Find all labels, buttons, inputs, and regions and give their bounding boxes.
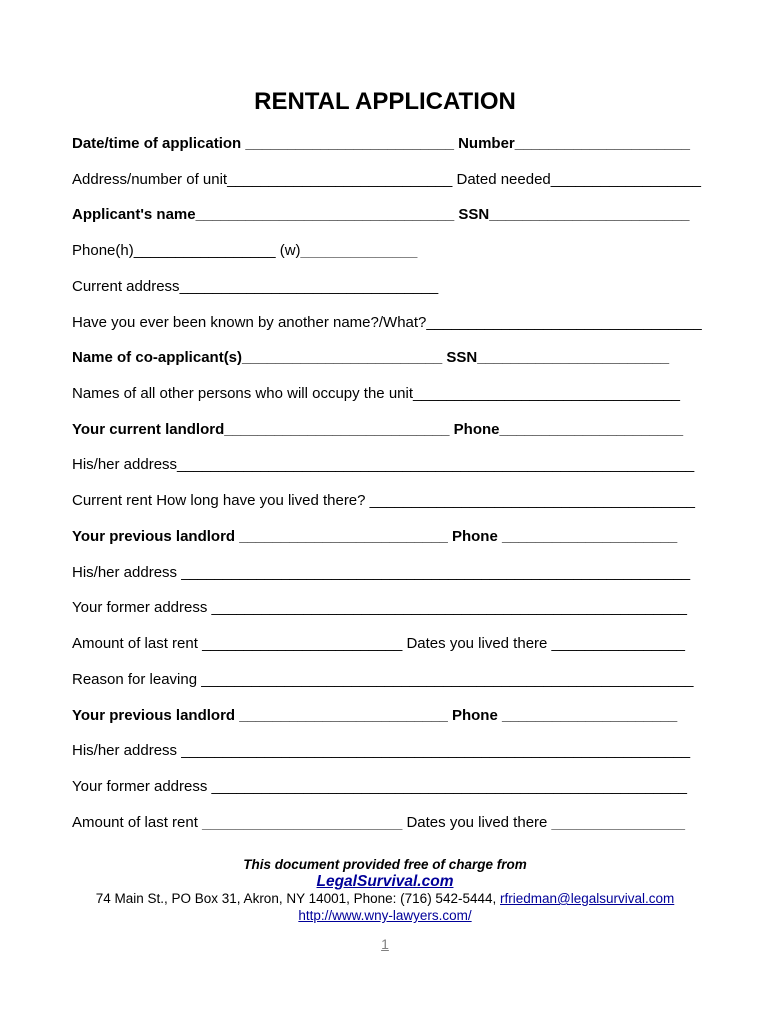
field-label: Date/time of application [72,135,246,152]
fill-in-line: ___________________________ [224,420,450,438]
fill-in-line: _______________________________ [195,206,455,224]
footer-address-line [0,890,770,907]
form-row [72,597,730,633]
fill-in-line: ___________________________ [227,170,453,188]
fill-in-line: __________________ [550,170,701,188]
field-label: Your former address [72,599,212,617]
form-rows [72,133,730,847]
footer-url-line [0,907,770,924]
fill-in-line: ________________________ [202,635,403,653]
form-row [72,669,730,705]
form-row [72,276,730,312]
email-link[interactable]: rfriedman@legalsurvival.com [500,891,675,906]
form-row [72,812,730,848]
field-label: His/her address [72,563,182,581]
website-link[interactable]: http://www.wny-lawyers.com/ [298,908,472,923]
form-row [72,454,730,490]
form-row [72,347,730,383]
field-label: Amount of last rent [72,635,203,653]
form-row [72,240,730,276]
field-label: Phone [447,706,502,724]
field-label: Phone [447,527,502,545]
fill-in-line: ______________ [300,242,418,260]
field-label: Applicant's name [72,206,196,224]
fill-in-line: ___________________________________________________________ [201,670,694,688]
field-label: Phone(h) [72,242,134,260]
field-label: Address/number of unit [72,170,228,188]
fill-in-line: ________________ [551,635,686,653]
field-label: Name of co-applicant(s) [72,349,243,367]
fill-in-line: _______________________________ [179,277,439,295]
fill-in-line: _____________________ [501,706,678,724]
fill-in-line: _______________________________________ [369,492,696,510]
fill-in-line: ________________________ [242,349,443,367]
fill-in-line: _________________________ [239,706,448,724]
fill-in-line: _____________________________________________________________ [181,742,691,760]
fill-in-line: _________________________________________________________ [211,777,688,795]
field-label: Have you ever been known by another name?/What? [72,313,427,331]
page-title: RENTAL APPLICATION [254,88,516,115]
field-label: Phone [449,420,500,438]
field-label: Dates you lived there [402,813,552,831]
fill-in-line: _________________________ [239,527,448,545]
fill-in-line: ________________________ [202,813,403,831]
fill-in-line: ________________ [551,813,686,831]
field-label: His/her address [72,742,182,760]
field-label: Your former address [72,777,212,795]
fill-in-line: _________________ [133,242,276,260]
footer-site-line [0,873,770,890]
field-label: Your previous landlord [72,706,240,724]
form-row [72,740,730,776]
footer [0,856,770,924]
form-row [72,312,730,348]
field-label: Dated needed [452,170,551,188]
form-row [72,705,730,741]
form-row [72,562,730,598]
legalsurvival-link[interactable]: LegalSurvival.com [316,873,454,890]
form-row [72,169,730,205]
field-label: (w) [275,242,301,260]
form-row [72,776,730,812]
fill-in-line: _______________________ [477,349,670,367]
field-label: Names of all other persons who will occupy the unit [72,385,414,403]
footer-address-text: 74 Main St., PO Box 31, Akron, NY 14001, Phone: (716) 542-5444, [95,891,500,906]
fill-in-line: _____________________ [501,527,678,545]
field-label: SSN [442,349,478,367]
fill-in-line: ______________________________________________________________ [177,456,695,474]
form-row [72,526,730,562]
field-label: Number [453,135,515,152]
fill-in-line: _____________________________________________________________ [181,563,691,581]
footer-note: This document provided free of charge from [243,857,527,872]
field-label: Reason for leaving [72,670,202,688]
field-label: His/her address [72,456,178,474]
field-label: Your current landlord [72,420,225,438]
form-row [72,133,730,169]
field-label: Current address [72,277,180,295]
form-row [72,383,730,419]
fill-in-line: _________________________________________________________ [211,599,688,617]
form-row [72,490,730,526]
form-row [72,419,730,455]
field-label: Your previous landlord [72,527,240,545]
page-number: 1 [381,936,389,952]
field-label: Amount of last rent [72,813,203,831]
fill-in-line: _________________________ [245,135,454,152]
field-label: Current rent How long have you lived there? [72,492,370,510]
field-label: SSN [454,206,490,224]
fill-in-line: _____________________ [514,135,690,152]
fill-in-line: ________________________________ [413,385,680,403]
form-row [72,633,730,669]
fill-in-line: ______________________ [499,420,684,438]
fill-in-line: ________________________ [489,206,690,224]
form-row [72,204,730,240]
fill-in-line: _________________________________ [426,313,702,331]
field-label: Dates you lived there [402,635,552,653]
